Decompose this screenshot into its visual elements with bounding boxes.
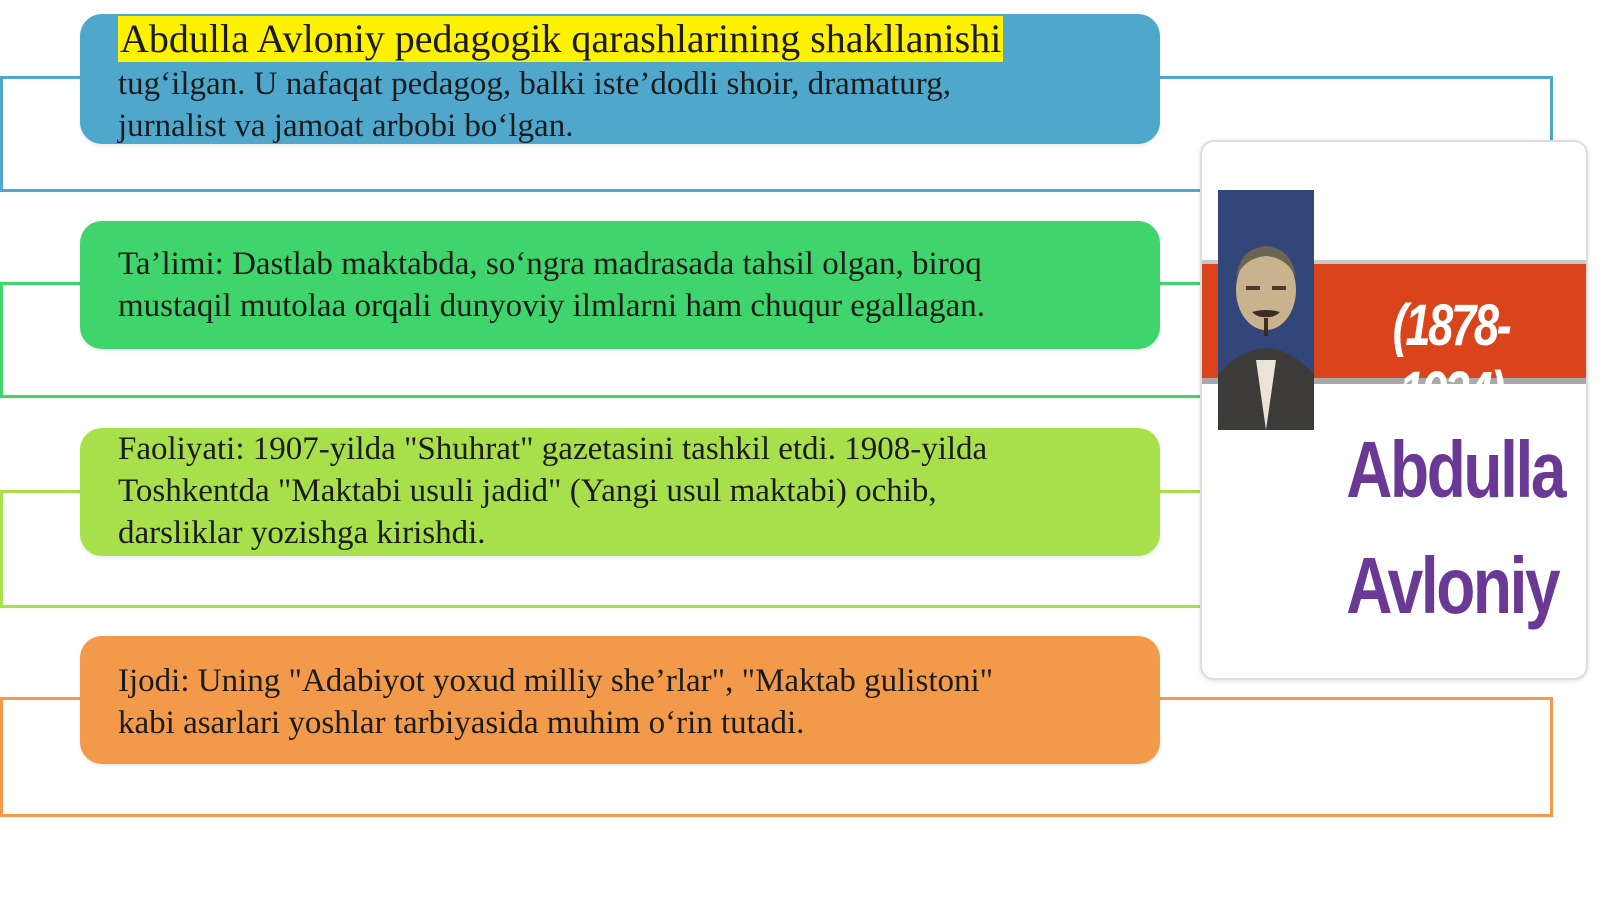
card-line: darsliklar yozishga kirishdi. xyxy=(118,515,486,551)
card-line: Toshkentda "Maktabi usuli jadid" (Yangi usul maktabi) ochib, xyxy=(118,473,937,509)
card-line: jurnalist va jamoat arbobi bo‘lgan. xyxy=(118,108,574,144)
portrait-name-first: Abdulla xyxy=(1346,425,1565,514)
info-card-activity xyxy=(80,428,1160,556)
card-line: Faoliyati: 1907-yilda "Shuhrat" gazetasini tashkil etdi. 1908-yilda xyxy=(118,431,988,467)
card-line: mustaqil mutolaa orqali dunyoviy ilmlarni ham chuqur egallagan. xyxy=(118,288,985,324)
portrait-name-last: Avloniy xyxy=(1346,541,1559,630)
portrait-years: (1878-1934) xyxy=(1392,293,1510,425)
card-line: Ta’limi: Dastlab maktabda, so‘ngra madrasada tahsil olgan, biroq xyxy=(118,246,982,282)
card-line: tug‘ilgan. U nafaqat pedagog, balki iste’dodli shoir, dramaturg, xyxy=(118,66,951,102)
portrait-card xyxy=(1200,140,1588,680)
portrait-photo-drawing xyxy=(1218,190,1314,430)
portrait-photo xyxy=(1218,190,1314,430)
slide-title: Abdulla Avloniy pedagogik qarashlarining shakllanishi xyxy=(120,16,1002,61)
card-line: Ijodi: Uning "Adabiyot yoxud milliy she’rlar", "Maktab gulistoni" xyxy=(118,663,994,699)
info-card-education xyxy=(80,221,1160,349)
info-card-intro xyxy=(80,14,1160,144)
info-card-works xyxy=(80,636,1160,764)
card-line: kabi asarlari yoshlar tarbiyasida muhim o‘rin tutadi. xyxy=(118,705,805,741)
